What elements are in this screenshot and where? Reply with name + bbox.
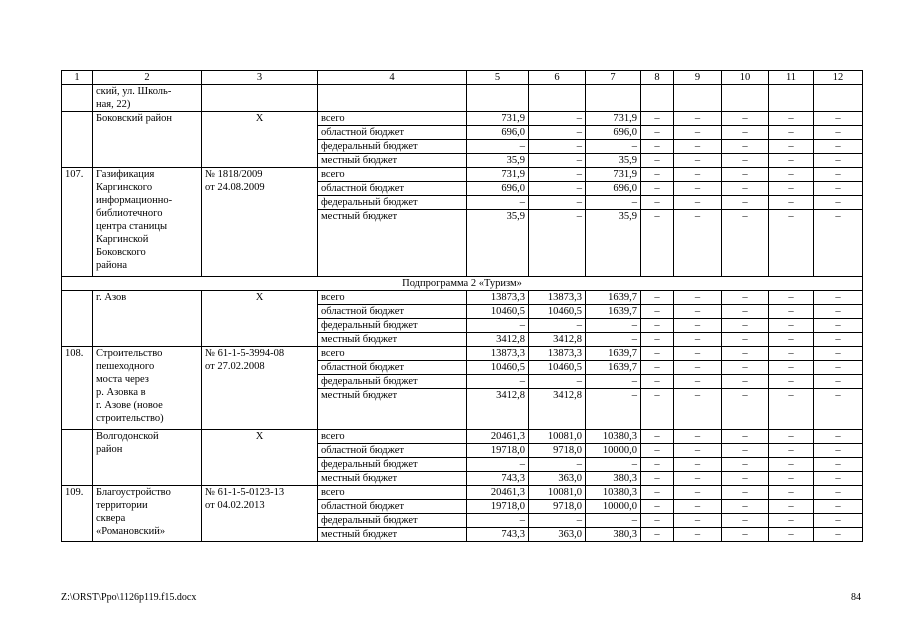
empty-cell: [722, 85, 769, 112]
amount-cell: –: [674, 182, 722, 196]
object-name: Газификация Каргинского информационно- библиотечного центра станицы Каргинской Боковского района: [93, 168, 202, 277]
budget-source: всего: [318, 291, 467, 305]
amount-cell: –: [722, 182, 769, 196]
amount-cell: –: [529, 182, 586, 196]
budget-source: федеральный бюджет: [318, 140, 467, 154]
amount-cell: 10000,0: [586, 444, 641, 458]
object-name: г. Азов: [93, 291, 202, 347]
amount-cell: 9718,0: [529, 500, 586, 514]
amount-cell: –: [641, 486, 674, 500]
budget-source: федеральный бюджет: [318, 319, 467, 333]
amount-cell: 35,9: [586, 154, 641, 168]
document-ref: № 61-1-5-3994-08 от 27.02.2008: [202, 347, 318, 430]
amount-cell: –: [814, 168, 863, 182]
column-number: 7: [586, 71, 641, 85]
amount-cell: –: [769, 347, 814, 361]
amount-cell: 3412,8: [529, 389, 586, 430]
amount-cell: –: [722, 458, 769, 472]
table-row: [62, 291, 863, 305]
file-path: Z:\ORST\Ppo\1126p119.f15.docx: [61, 592, 197, 603]
row-number: 107.: [62, 168, 93, 277]
amount-cell: 731,9: [586, 168, 641, 182]
amount-cell: –: [641, 347, 674, 361]
column-number: 12: [814, 71, 863, 85]
amount-cell: 10460,5: [529, 305, 586, 319]
amount-cell: –: [722, 305, 769, 319]
amount-cell: –: [769, 514, 814, 528]
budget-source: областной бюджет: [318, 305, 467, 319]
table-row: [62, 430, 863, 444]
amount-cell: –: [529, 375, 586, 389]
column-number: 10: [722, 71, 769, 85]
object-name: Строительство пешеходного моста через р. Азовка в г. Азове (новое строительство): [93, 347, 202, 430]
column-number: 4: [318, 71, 467, 85]
amount-cell: –: [722, 333, 769, 347]
amount-cell: 380,3: [586, 528, 641, 542]
amount-cell: –: [586, 458, 641, 472]
amount-cell: –: [722, 210, 769, 277]
amount-cell: –: [722, 126, 769, 140]
object-name: Волгодонской район: [93, 430, 202, 486]
amount-cell: –: [814, 430, 863, 444]
amount-cell: –: [641, 472, 674, 486]
amount-cell: –: [769, 472, 814, 486]
amount-cell: –: [586, 333, 641, 347]
document-ref: [202, 85, 318, 112]
amount-cell: 35,9: [586, 210, 641, 277]
amount-cell: –: [814, 514, 863, 528]
amount-cell: 19718,0: [467, 500, 529, 514]
amount-cell: –: [674, 210, 722, 277]
amount-cell: –: [674, 500, 722, 514]
amount-cell: –: [722, 140, 769, 154]
object-name: Боковский район: [93, 112, 202, 168]
amount-cell: –: [641, 375, 674, 389]
budget-source: местный бюджет: [318, 210, 467, 277]
amount-cell: –: [529, 458, 586, 472]
amount-cell: 696,0: [586, 182, 641, 196]
amount-cell: –: [814, 319, 863, 333]
document-ref: № 1818/2009 от 24.08.2009: [202, 168, 318, 277]
amount-cell: –: [769, 486, 814, 500]
amount-cell: –: [814, 347, 863, 361]
amount-cell: –: [674, 319, 722, 333]
amount-cell: –: [769, 500, 814, 514]
amount-cell: –: [641, 291, 674, 305]
amount-cell: 13873,3: [529, 291, 586, 305]
amount-cell: –: [674, 126, 722, 140]
amount-cell: –: [674, 528, 722, 542]
amount-cell: –: [641, 210, 674, 277]
amount-cell: –: [586, 375, 641, 389]
amount-cell: 1639,7: [586, 305, 641, 319]
amount-cell: 731,9: [467, 112, 529, 126]
object-name: ский, ул. Школь- ная, 22): [93, 85, 202, 112]
amount-cell: 1639,7: [586, 361, 641, 375]
row-number: 109.: [62, 486, 93, 542]
amount-cell: –: [586, 196, 641, 210]
amount-cell: –: [769, 305, 814, 319]
amount-cell: –: [769, 182, 814, 196]
amount-cell: –: [674, 168, 722, 182]
amount-cell: –: [814, 196, 863, 210]
amount-cell: –: [674, 291, 722, 305]
document-ref: Х: [202, 291, 318, 347]
amount-cell: –: [529, 112, 586, 126]
amount-cell: –: [814, 472, 863, 486]
amount-cell: –: [722, 319, 769, 333]
subprogram-title: Подпрограмма 2 «Туризм»: [62, 277, 863, 291]
amount-cell: –: [769, 458, 814, 472]
budget-source: областной бюджет: [318, 361, 467, 375]
amount-cell: 10081,0: [529, 430, 586, 444]
row-number: 108.: [62, 347, 93, 430]
amount-cell: –: [641, 528, 674, 542]
amount-cell: –: [467, 458, 529, 472]
amount-cell: –: [722, 389, 769, 430]
amount-cell: 9718,0: [529, 444, 586, 458]
amount-cell: –: [674, 430, 722, 444]
amount-cell: –: [722, 472, 769, 486]
amount-cell: –: [467, 140, 529, 154]
budget-source: местный бюджет: [318, 389, 467, 430]
amount-cell: –: [769, 196, 814, 210]
amount-cell: 731,9: [467, 168, 529, 182]
amount-cell: –: [674, 472, 722, 486]
amount-cell: –: [814, 140, 863, 154]
page-number: 84: [851, 592, 861, 603]
amount-cell: 1639,7: [586, 347, 641, 361]
budget-source: всего: [318, 168, 467, 182]
amount-cell: –: [722, 514, 769, 528]
column-number: 9: [674, 71, 722, 85]
budget-source: всего: [318, 486, 467, 500]
amount-cell: –: [722, 196, 769, 210]
amount-cell: –: [586, 389, 641, 430]
budget-source: областной бюджет: [318, 444, 467, 458]
amount-cell: –: [814, 126, 863, 140]
amount-cell: 696,0: [467, 182, 529, 196]
amount-cell: 363,0: [529, 472, 586, 486]
amount-cell: –: [674, 140, 722, 154]
column-number: 11: [769, 71, 814, 85]
amount-cell: –: [674, 486, 722, 500]
amount-cell: 13873,3: [467, 291, 529, 305]
table-row: [62, 85, 863, 112]
amount-cell: –: [641, 389, 674, 430]
amount-cell: –: [814, 361, 863, 375]
amount-cell: –: [674, 514, 722, 528]
amount-cell: –: [769, 291, 814, 305]
amount-cell: 10000,0: [586, 500, 641, 514]
amount-cell: –: [769, 375, 814, 389]
column-number: 3: [202, 71, 318, 85]
amount-cell: –: [529, 126, 586, 140]
amount-cell: 3412,8: [467, 389, 529, 430]
amount-cell: –: [586, 514, 641, 528]
budget-source: областной бюджет: [318, 500, 467, 514]
amount-cell: –: [814, 210, 863, 277]
budget-source: областной бюджет: [318, 182, 467, 196]
amount-cell: –: [641, 112, 674, 126]
amount-cell: 363,0: [529, 528, 586, 542]
amount-cell: 10460,5: [467, 361, 529, 375]
budget-source: всего: [318, 347, 467, 361]
amount-cell: –: [674, 444, 722, 458]
object-name: Благоустройство территории сквера «Романовский»: [93, 486, 202, 542]
amount-cell: 696,0: [467, 126, 529, 140]
amount-cell: –: [641, 168, 674, 182]
budget-source: местный бюджет: [318, 154, 467, 168]
amount-cell: –: [769, 140, 814, 154]
amount-cell: 3412,8: [529, 333, 586, 347]
empty-cell: [769, 85, 814, 112]
budget-table: [61, 70, 863, 542]
amount-cell: –: [467, 196, 529, 210]
amount-cell: –: [769, 389, 814, 430]
budget-source: федеральный бюджет: [318, 514, 467, 528]
header-row: [62, 71, 863, 85]
budget-source: местный бюджет: [318, 472, 467, 486]
amount-cell: –: [722, 112, 769, 126]
amount-cell: –: [674, 458, 722, 472]
amount-cell: 10460,5: [529, 361, 586, 375]
amount-cell: –: [769, 210, 814, 277]
empty-cell: [814, 85, 863, 112]
amount-cell: –: [814, 389, 863, 430]
amount-cell: –: [529, 140, 586, 154]
amount-cell: –: [641, 154, 674, 168]
table-row: [62, 347, 863, 361]
column-number: 2: [93, 71, 202, 85]
amount-cell: –: [641, 140, 674, 154]
amount-cell: –: [769, 168, 814, 182]
amount-cell: –: [529, 210, 586, 277]
amount-cell: –: [641, 182, 674, 196]
amount-cell: –: [722, 444, 769, 458]
empty-cell: [318, 85, 467, 112]
amount-cell: –: [641, 305, 674, 319]
amount-cell: 10460,5: [467, 305, 529, 319]
amount-cell: –: [722, 528, 769, 542]
amount-cell: –: [814, 375, 863, 389]
amount-cell: –: [467, 375, 529, 389]
column-number: 1: [62, 71, 93, 85]
amount-cell: –: [641, 126, 674, 140]
amount-cell: 35,9: [467, 210, 529, 277]
column-number: 5: [467, 71, 529, 85]
amount-cell: –: [674, 196, 722, 210]
amount-cell: 19718,0: [467, 444, 529, 458]
amount-cell: 3412,8: [467, 333, 529, 347]
amount-cell: 10380,3: [586, 486, 641, 500]
amount-cell: –: [674, 389, 722, 430]
amount-cell: –: [674, 361, 722, 375]
amount-cell: –: [467, 514, 529, 528]
amount-cell: –: [641, 500, 674, 514]
amount-cell: –: [674, 347, 722, 361]
amount-cell: –: [769, 528, 814, 542]
amount-cell: 20461,3: [467, 430, 529, 444]
amount-cell: –: [769, 361, 814, 375]
budget-source: федеральный бюджет: [318, 375, 467, 389]
amount-cell: –: [769, 333, 814, 347]
amount-cell: –: [529, 168, 586, 182]
amount-cell: –: [674, 112, 722, 126]
table-row: [62, 168, 863, 182]
amount-cell: –: [674, 154, 722, 168]
budget-source: всего: [318, 112, 467, 126]
amount-cell: 13873,3: [529, 347, 586, 361]
amount-cell: 743,3: [467, 528, 529, 542]
amount-cell: –: [674, 333, 722, 347]
amount-cell: –: [814, 528, 863, 542]
amount-cell: –: [586, 140, 641, 154]
amount-cell: –: [769, 444, 814, 458]
column-number: 6: [529, 71, 586, 85]
column-number: 8: [641, 71, 674, 85]
amount-cell: –: [641, 361, 674, 375]
amount-cell: –: [722, 375, 769, 389]
document-ref: Х: [202, 430, 318, 486]
table-row: [62, 112, 863, 126]
amount-cell: –: [722, 361, 769, 375]
empty-cell: [529, 85, 586, 112]
budget-source: местный бюджет: [318, 528, 467, 542]
amount-cell: –: [529, 319, 586, 333]
amount-cell: –: [722, 154, 769, 168]
budget-source: федеральный бюджет: [318, 196, 467, 210]
amount-cell: 380,3: [586, 472, 641, 486]
document-ref: Х: [202, 112, 318, 168]
amount-cell: –: [529, 154, 586, 168]
amount-cell: 743,3: [467, 472, 529, 486]
amount-cell: –: [814, 291, 863, 305]
amount-cell: –: [814, 500, 863, 514]
amount-cell: –: [722, 500, 769, 514]
document-ref: № 61-1-5-0123-13 от 04.02.2013: [202, 486, 318, 542]
empty-cell: [674, 85, 722, 112]
amount-cell: –: [529, 514, 586, 528]
amount-cell: –: [769, 154, 814, 168]
amount-cell: –: [769, 126, 814, 140]
amount-cell: –: [674, 375, 722, 389]
amount-cell: –: [769, 319, 814, 333]
amount-cell: –: [641, 444, 674, 458]
amount-cell: –: [814, 305, 863, 319]
empty-cell: [467, 85, 529, 112]
amount-cell: –: [814, 182, 863, 196]
budget-source: местный бюджет: [318, 333, 467, 347]
amount-cell: –: [641, 458, 674, 472]
amount-cell: –: [814, 154, 863, 168]
amount-cell: –: [814, 333, 863, 347]
amount-cell: –: [722, 430, 769, 444]
amount-cell: –: [722, 168, 769, 182]
amount-cell: –: [722, 347, 769, 361]
amount-cell: 10380,3: [586, 430, 641, 444]
amount-cell: 731,9: [586, 112, 641, 126]
empty-cell: [586, 85, 641, 112]
amount-cell: –: [586, 319, 641, 333]
amount-cell: –: [467, 319, 529, 333]
amount-cell: –: [641, 514, 674, 528]
subprogram-row: [62, 277, 863, 291]
row-number: [62, 430, 93, 486]
amount-cell: –: [641, 333, 674, 347]
amount-cell: –: [722, 486, 769, 500]
amount-cell: –: [674, 305, 722, 319]
amount-cell: –: [814, 444, 863, 458]
amount-cell: –: [769, 112, 814, 126]
amount-cell: 10081,0: [529, 486, 586, 500]
amount-cell: –: [529, 196, 586, 210]
row-number: [62, 85, 93, 112]
amount-cell: –: [814, 112, 863, 126]
amount-cell: –: [814, 458, 863, 472]
budget-source: федеральный бюджет: [318, 458, 467, 472]
amount-cell: –: [641, 430, 674, 444]
amount-cell: –: [814, 486, 863, 500]
empty-cell: [641, 85, 674, 112]
amount-cell: –: [641, 196, 674, 210]
row-number: [62, 112, 93, 168]
amount-cell: 1639,7: [586, 291, 641, 305]
amount-cell: –: [722, 291, 769, 305]
amount-cell: 35,9: [467, 154, 529, 168]
row-number: [62, 291, 93, 347]
table-row: [62, 486, 863, 500]
budget-source: областной бюджет: [318, 126, 467, 140]
amount-cell: 20461,3: [467, 486, 529, 500]
amount-cell: –: [769, 430, 814, 444]
amount-cell: –: [641, 319, 674, 333]
amount-cell: 13873,3: [467, 347, 529, 361]
amount-cell: 696,0: [586, 126, 641, 140]
budget-source: всего: [318, 430, 467, 444]
